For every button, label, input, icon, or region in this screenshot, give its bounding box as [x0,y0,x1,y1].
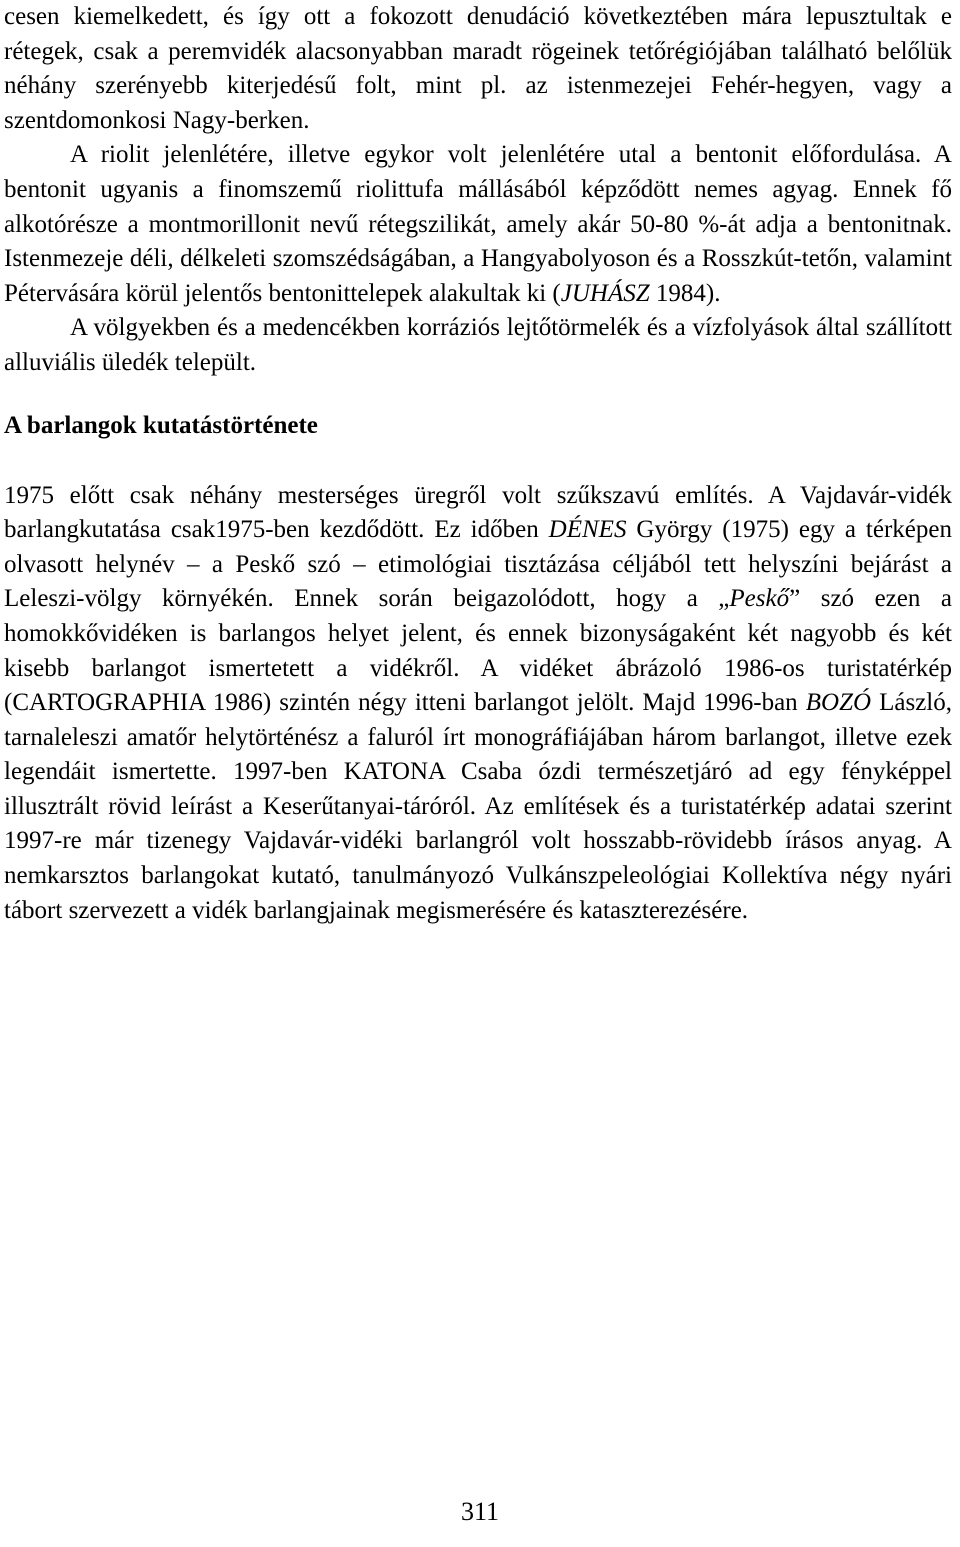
paragraph-text: A völgyekben és a medencékben korráziós lejtőtörmelék és a vízfolyások által szállított alluviális üledék települt. [4,314,952,376]
place-name: Peskő [729,585,790,613]
paragraph-text: 1984). [649,279,721,307]
paragraph-research-history [4,479,952,929]
paragraph-text: A riolit jelenlétére, illetve egykor volt jelenlétére utal a bentonit előfordulása. A bentonit ugyanis a finomszemű riolittufa mállásából képződött nemes agyag. Ennek fő alkotórésze a montmorillonit nevű rétegszilikát, amely akár 50-80 %-át adja a bentonitnak. Istenmezeje déli, délkeleti szomszédságában, a Hangyabolyoson és a Rosszkút-tetőn, valamint Pétervására körül jelentős bentonittelepek alakultak ki ( [4,141,952,307]
paragraph-continuation [4,0,952,138]
paragraph-bentonite [4,138,952,311]
author-name: BOZÓ [805,689,872,717]
paragraph-text: ” szó ezen a homokkővidéken is barlangos helyet jelent, és ennek bizonyságaként két nagyobb és két kisebb barlangot ismertetett a vidékről. A vidéket ábrázoló 1986-os turistatérkép (CARTOGRAPHIA 1986) szintén négy itteni barlangot jelölt. Majd 1996-ban [4,585,952,717]
paragraph-text: László, tarnaleleszi amatőr helytörténész a faluról írt monográfiájában három barlangot, illetve ezek legendáit ismertette. 1997-ben KATONA Csaba ózdi természetjáró ad egy fényképpel illusztrált rövid leírást a Keserűtanyai-táróról. Az említések és a turistatérkép adatai szerint 1997-re már tizenegy Vajdavár-vidéki barlangról volt hosszabb-rövidebb írásos anyag. A nemkarsztos barlangokat kutató, tanulmányozó Vulkánszpeleológiai Kollektíva négy nyári tábort szervezett a vidék barlangjainak megismerésére és kataszterezésére. [4,689,952,924]
page-content [4,0,952,928]
paragraph-text: György (1975) egy a térképen olvasott helynév – a Peskő szó – etimológiai tisztázása céljából tett helyszíni bejárást a Leleszi-völgy környékén. Ennek során beigazolódott, hogy a „ [4,516,952,613]
author-name: DÉNES [548,516,627,544]
paragraph-text: cesen kiemelkedett, és így ott a fokozott denudáció következtében mára lepusztultak e rétegek, csak a peremvidék alacsonyabban maradt rögeinek tetőrégiójában található belőlük néhány szerényebb kiterjedésű folt, mint pl. az istenmezejei Fehér-hegyen, vagy a szentdomonkosi Nagy-berken. [4,3,952,134]
author-name: JUHÁSZ [560,279,650,307]
page-number: 311 [460,1497,500,1526]
section-heading: A barlangok kutatástörténete [4,411,318,439]
paragraph-valleys [4,311,952,380]
paragraph-text: 1975 előtt csak néhány mesterséges üregről volt szűkszavú említés. A Vajdavár-vidék barlangkutatása csak1975-ben kezdődött. Ez időben [4,481,952,544]
